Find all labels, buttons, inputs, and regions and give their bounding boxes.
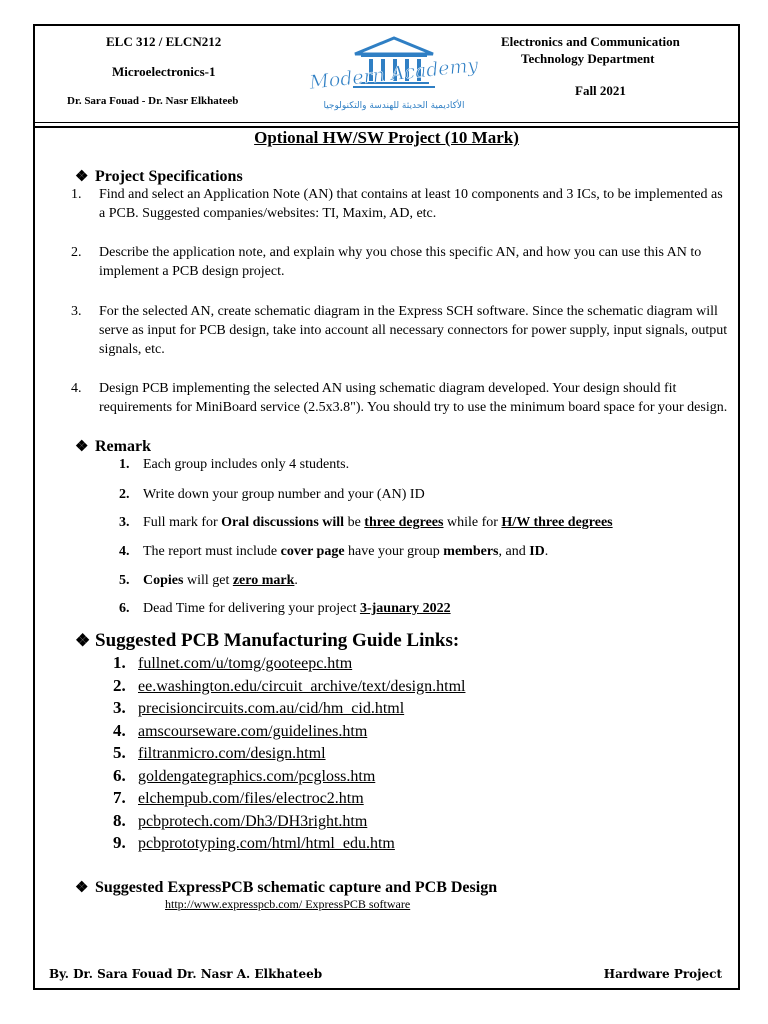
page-title: Optional HW/SW Project (10 Mark) (254, 128, 519, 147)
express-heading: ❖ Suggested ExpressPCB schematic capture and PCB Design (75, 879, 498, 896)
link-item: 3. precisioncircuits.com.au/cid/hm_cid.html (113, 698, 405, 717)
term: Fall 2021 (575, 83, 626, 98)
footer-authors: By. Dr. Sara Fouad Dr. Nasr A. Elkhateeb (49, 967, 323, 981)
remark-item: 6. Dead Time for delivering your project 3-jaunary 2022 (119, 601, 451, 616)
link-url[interactable]: fullnet.com/u/tomg/gooteepc.htm (138, 655, 353, 672)
link-url[interactable]: elchempub.com/files/electroc2.htm (138, 790, 364, 807)
spec-item: 3. For the selected AN, create schematic diagram in the Express SCH software. Since the schematic diagram will serve as input for PCB design, take into account all necessary connectors for power supply, input signals, output signals, etc. (71, 304, 728, 357)
spec-item: 4. Design PCB implementing the selected AN using schematic diagram developed. Your design should fit requirements for MiniBoard service (2.5x3.8"). You should try to use the minimum board space for your design. (71, 381, 728, 415)
link-url[interactable]: pcbprotech.com/Dh3/DH3right.htm (138, 813, 368, 830)
page-frame (33, 24, 740, 990)
link-url[interactable]: pcbprototyping.com/html/html_edu.htm (138, 835, 395, 852)
remark-item: 4. The report must include cover page have your group members, and ID. (119, 544, 549, 559)
course-name: Microelectronics-1 (112, 64, 216, 79)
department-line1: Electronics and Communication (501, 34, 680, 49)
diamond-bullet-icon: ❖ (75, 169, 89, 185)
link-item: 1. fullnet.com/u/tomg/gooteepc.htm (113, 653, 353, 672)
link-item: 6. goldengategraphics.com/pcgloss.htm (113, 766, 376, 785)
remark-item: 2. Write down your group number and your (AN) ID (119, 487, 425, 502)
link-item: 4. amscourseware.com/guidelines.htm (113, 721, 368, 740)
link-item: 8. pcbprotech.com/Dh3/DH3right.htm (113, 811, 368, 830)
link-item: 5. filtranmicro.com/design.html (113, 743, 326, 762)
remark-item: 3. Full mark for Oral discussions will be three degrees while for H/W three degrees (119, 515, 613, 530)
link-item: 2. ee.washington.edu/circuit_archive/text/design.html (113, 676, 466, 695)
spec-item: 2. Describe the application note, and explain why you chose this specific AN, and how you can use this AN to implement a PCB design project. (71, 245, 702, 279)
link-item: 9. pcbprototyping.com/html/html_edu.htm (113, 833, 395, 852)
expresspcb-link[interactable]: http://www.expresspcb.com/ ExpressPCB software (165, 897, 411, 911)
department-line2: Technology Department (521, 51, 655, 66)
link-url[interactable]: amscourseware.com/guidelines.htm (138, 723, 368, 740)
links-heading: ❖ Suggested PCB Manufacturing Guide Links: (75, 630, 460, 651)
specs-heading: ❖ Project Specifications (75, 168, 243, 185)
course-code: ELC 312 / ELCN212 (106, 34, 222, 49)
remark-item: 1. Each group includes only 4 students. (119, 457, 350, 472)
remark-heading: ❖ Remark (75, 438, 151, 455)
link-url[interactable]: goldengategraphics.com/pcgloss.htm (138, 768, 376, 785)
logo-subtext: الأكاديمية الحديثة للهندسة والتكنولوجيا (323, 101, 465, 111)
diamond-bullet-icon: ❖ (75, 880, 89, 896)
modern-academy-logo (308, 32, 480, 120)
remark-item: 5. Copies will get zero mark. (119, 573, 298, 588)
link-url[interactable]: ee.washington.edu/circuit_archive/text/design.html (138, 678, 466, 695)
logo-text: Modern Academy (308, 54, 480, 94)
link-url[interactable]: filtranmicro.com/design.html (138, 745, 326, 762)
link-url[interactable]: precisioncircuits.com.au/cid/hm_cid.html (138, 700, 405, 717)
spec-item: 1. Find and select an Application Note (AN) that contains at least 10 components and 3 ICs, to be implemented as a PCB. Suggested companies/websites: TI, Maxim, AD, etc. (71, 187, 723, 221)
footer-project: Hardware Project (603, 967, 722, 981)
document-header (35, 26, 738, 128)
link-item: 7. elchempub.com/files/electroc2.htm (113, 788, 364, 807)
instructors: Dr. Sara Fouad - Dr. Nasr Elkhateeb (67, 95, 239, 107)
diamond-bullet-icon: ❖ (75, 439, 89, 455)
diamond-bullet-icon: ❖ (75, 631, 91, 650)
